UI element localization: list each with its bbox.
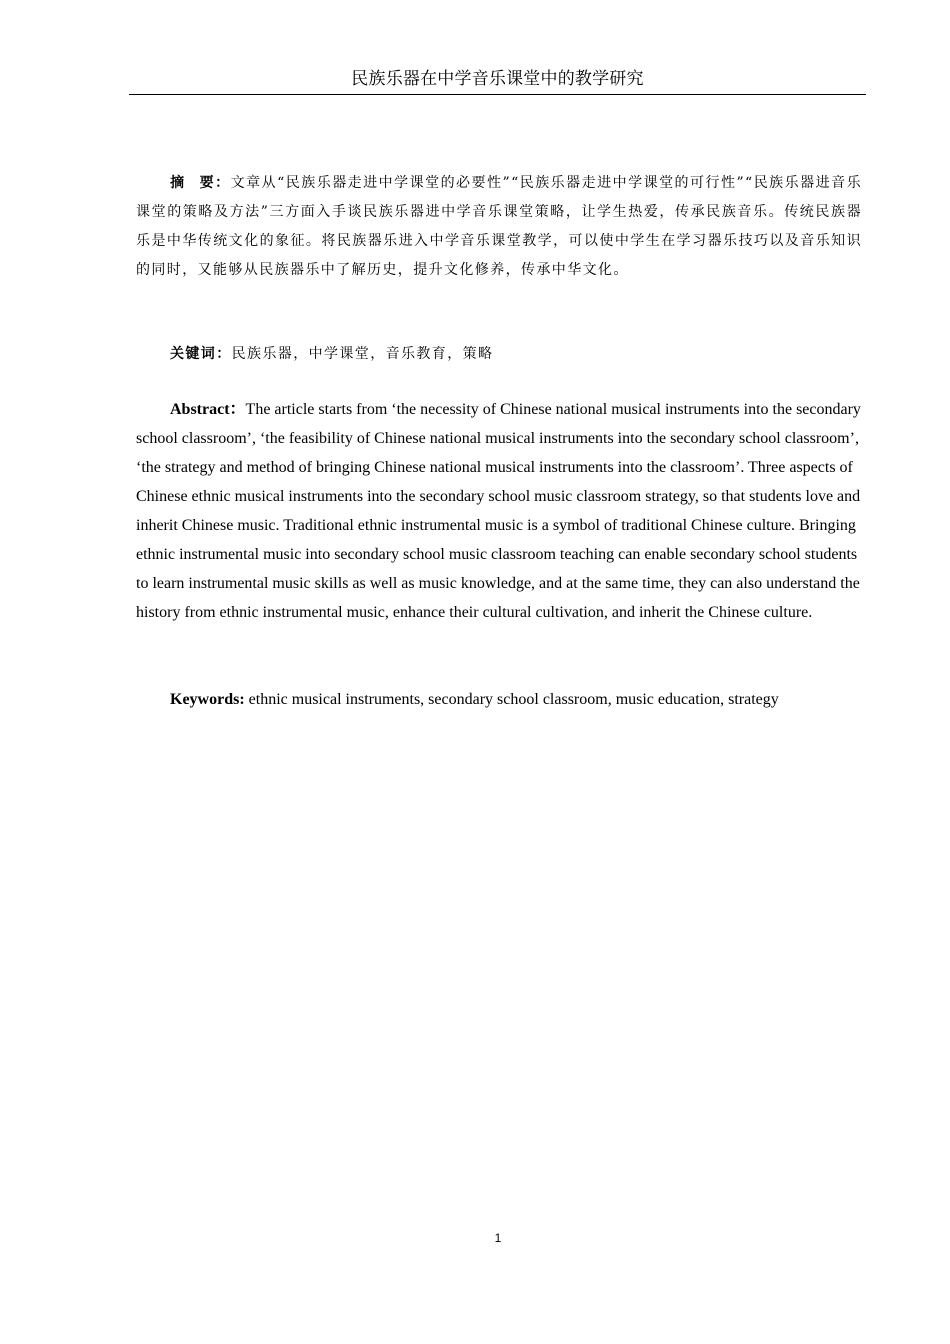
english-abstract-text: The article starts from ‘the necessity of Chinese national musical instruments into the secondary school classroom’, ‘the feasibility of Chinese national musical instruments into the secondary school classroom’, ‘the strategy and method of bringing Chinese national musical instruments into the classroom’. Three aspects of Chinese ethnic musical instruments into the secondary school music classroom strategy, so that students love and inherit Chinese music. Traditional ethnic instrumental music is a symbol of traditional Chinese culture. Bringing ethnic instrumental music into secondary school music classroom teaching can enable secondary school students to learn instrumental music skills as well as music knowledge, and at the same time, they can also understand the history from ethnic instrumental music, enhance their cultural cultivation, and inherit the Chinese culture. xyxy=(136,401,861,621)
running-header-title: 民族乐器在中学音乐课堂中的教学研究 xyxy=(351,69,644,89)
chinese-keywords xyxy=(136,340,862,369)
running-header xyxy=(129,68,866,95)
chinese-abstract-label-part1: 摘 xyxy=(170,175,186,191)
english-abstract-label: Abstract： xyxy=(170,401,246,418)
english-abstract xyxy=(136,395,862,627)
chinese-abstract xyxy=(136,169,862,285)
chinese-keywords-text: 民族乐器，中学课堂，音乐教育，策略 xyxy=(231,346,494,362)
english-keywords-label: Keywords: xyxy=(170,691,245,708)
english-keywords xyxy=(136,685,862,714)
chinese-abstract-text: 文章从“民族乐器走进中学课堂的必要性”“民族乐器走进中学课堂的可行性”“民族乐器进音乐课堂的策略及方法”三方面入手谈民族乐器进中学音乐课堂策略，让学生热爱，传承民族音乐。传统民族器乐是中华传统文化的象征。将民族器乐进入中学音乐课堂教学，可以使中学生在学习器乐技巧以及音乐知识的同时，又能够从民族器乐中了解历史，提升文化修养，传承中华文化。 xyxy=(136,175,862,278)
page-number-text: 1 xyxy=(494,1231,502,1245)
chinese-keywords-label: 关键词： xyxy=(170,346,232,362)
chinese-abstract-label-part2: 要： xyxy=(199,175,231,191)
english-keywords-text: ethnic musical instruments, secondary school classroom, music education, strategy xyxy=(248,691,779,708)
page-number xyxy=(0,1230,950,1246)
